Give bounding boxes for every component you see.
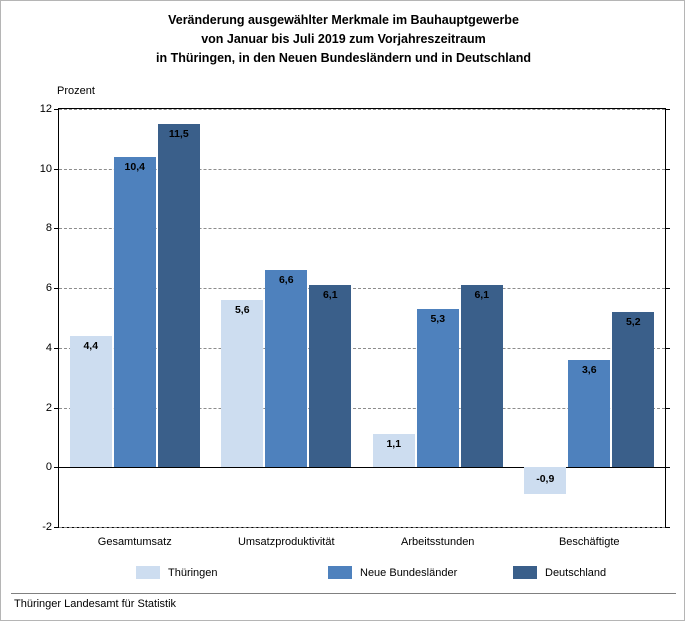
bar-group [362,109,514,548]
chart-title-line-3: in Thüringen, in den Neuen Bundesländern und in Deutschland [155,51,531,65]
bar-value-label: 6,1 [322,289,338,302]
plot-area [39,103,666,548]
legend-swatch [136,566,160,579]
legend-item[interactable] [136,566,218,579]
bar-group [514,109,666,548]
legend-swatch [513,566,537,579]
legend-label: Deutschland [545,566,607,579]
x-axis-category-label: Beschäftigte [558,536,620,548]
y-axis-tick-label: 0 [45,461,52,474]
legend-item[interactable] [513,566,606,579]
bar-value-label: 1,1 [386,438,402,451]
bar-value-label: -0,9 [536,473,555,486]
y-axis-unit-label: Prozent [57,85,95,97]
tick-mark [54,527,59,528]
bar[interactable] [309,285,351,467]
y-axis-tick-label: 4 [45,341,52,354]
x-axis-category-label: Umsatzproduktivität [237,536,335,548]
bar[interactable] [221,300,263,467]
legend-swatch [328,566,352,579]
bar-value-label: 6,6 [278,274,294,287]
legend-item[interactable] [328,566,457,579]
chart-title [1,11,685,68]
chart-title-line-1: Veränderung ausgewählter Merkmale im Bauhauptgewerbe [168,13,519,27]
x-axis-category-label: Arbeitsstunden [401,536,475,548]
chart-title-line-2: von Januar bis Juli 2019 zum Vorjahreszeitraum [201,32,486,46]
y-axis-tick-label: 10 [39,162,52,175]
bar-group [211,109,363,548]
tick-mark [665,288,670,289]
bar-value-label: 10,4 [124,160,145,173]
chart-legend [58,566,666,584]
bar[interactable] [158,124,200,467]
bar-value-label: 5,3 [430,313,446,326]
legend-label: Thüringen [168,566,218,579]
y-axis-tick-label: -2 [42,521,52,533]
y-axis-tick-label: 12 [39,103,52,115]
x-axis-category-label: Gesamtumsatz [97,536,172,548]
gridline [59,527,665,528]
y-axis-tick-label: 6 [45,282,52,295]
y-axis-tick-label: 2 [45,401,52,414]
y-axis-tick-label: 8 [45,222,52,235]
bar-value-label: 3,6 [581,363,597,376]
bar[interactable] [265,270,307,467]
tick-mark [665,408,670,409]
tick-mark [665,109,670,110]
bar-value-label: 5,6 [234,304,250,317]
bar[interactable] [417,309,459,467]
bar-group [59,109,211,548]
bar-value-label: 4,4 [83,339,99,352]
tick-mark [665,228,670,229]
bar[interactable] [612,312,654,467]
bar-value-label: 11,5 [168,127,189,140]
bar-value-label: 5,2 [625,316,641,329]
tick-mark [665,348,670,349]
bar[interactable] [461,285,503,467]
tick-mark [665,527,670,528]
tick-mark [665,169,670,170]
bar-value-label: 6,1 [474,289,490,302]
tick-mark [665,467,670,468]
bar[interactable] [114,157,156,468]
source-note: Thüringer Landesamt für Statistik [14,598,177,610]
bar[interactable] [568,360,610,467]
footer-divider [11,593,676,594]
legend-label: Neue Bundesländer [360,566,458,579]
bar[interactable] [70,336,112,467]
